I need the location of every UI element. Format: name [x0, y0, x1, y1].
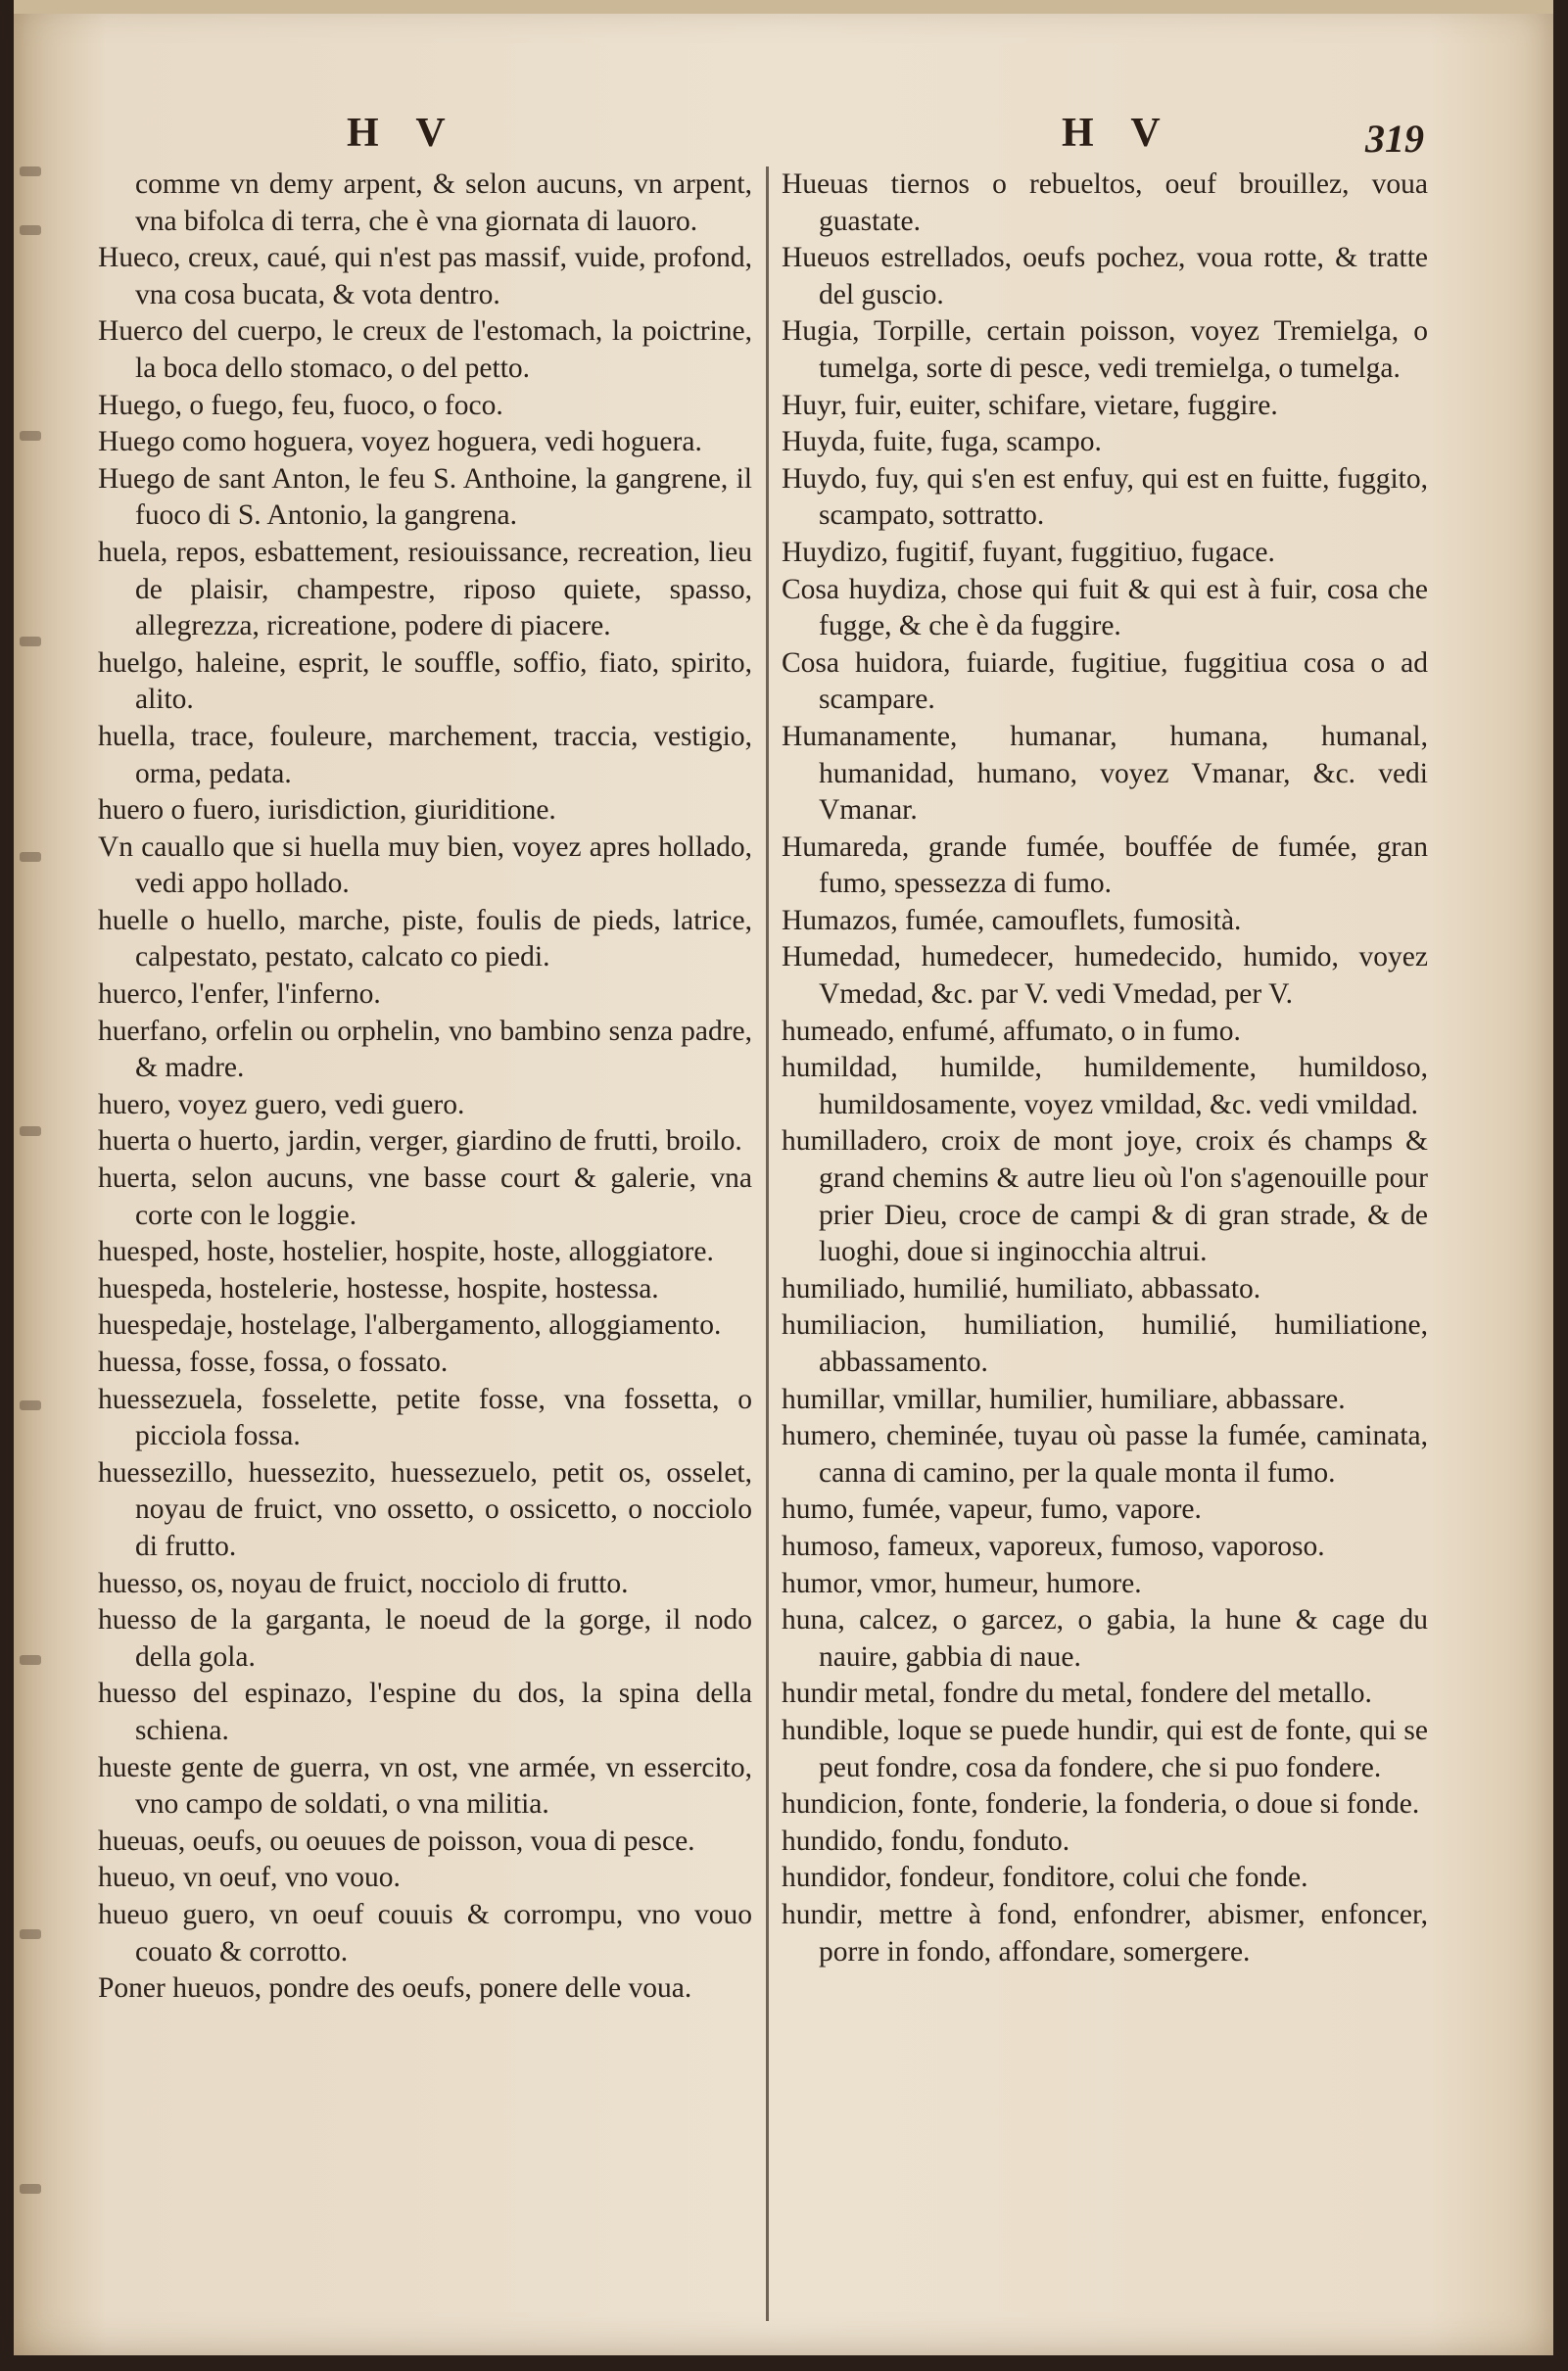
dictionary-entry: Cosa huidora, fuiarde, fugitiue, fuggitiua cosa o ad scampare. — [782, 646, 1428, 716]
dictionary-entry: humiliado, humilié, humiliato, abbassato. — [782, 1272, 1261, 1304]
dictionary-entry: huela, repos, esbattement, resiouissance, recreation, lieu de plaisir, champestre, riposo quiete, spasso, allegrezza, ricreatione, podere di piacere. — [98, 536, 752, 642]
dictionary-entry: Huerco del cuerpo, le creux de l'estomach, la poictrine, la boca dello stomaco, o del petto. — [98, 315, 752, 384]
left-column — [98, 166, 752, 2008]
page-top-edge — [14, 0, 1553, 14]
dictionary-entry: Vn cauallo que si huella muy bien, voyez apres hollado, vedi appo hollado. — [98, 830, 752, 900]
dictionary-entry: Humazos, fumée, camouflets, fumosità. — [782, 904, 1242, 936]
dictionary-entry: hundido, fondu, fonduto. — [782, 1825, 1070, 1857]
dictionary-entry: Hueuas tiernos o rebueltos, oeuf brouillez, voua guastate. — [782, 168, 1428, 237]
dictionary-entry: hueste gente de guerra, vn ost, vne armée, vn essercito, vno campo de soldati, o vna militia. — [98, 1751, 752, 1821]
dictionary-entry: huespeda, hostelerie, hostesse, hospite, hostessa. — [98, 1272, 659, 1304]
dictionary-entry: humero, cheminée, tuyau où passe la fumée, caminata, canna di camino, per la quale monta il fumo. — [782, 1420, 1428, 1489]
dictionary-entry: Huyr, fuir, euiter, schifare, vietare, fuggire. — [782, 389, 1278, 421]
dictionary-entry: hundir, mettre à fond, enfondrer, abismer, enfoncer, porre in fondo, affondare, somergere. — [782, 1898, 1428, 1968]
dictionary-entry: humoso, fameux, vaporeux, fumoso, vaporoso. — [782, 1530, 1325, 1562]
dictionary-entry: humillar, vmillar, humilier, humiliare, abbassare. — [782, 1383, 1346, 1415]
dictionary-entry: Humareda, grande fumée, bouffée de fumée, gran fumo, spessezza di fumo. — [782, 830, 1428, 900]
dictionary-entry: humildad, humilde, humildemente, humildoso, humildosamente, voyez vmildad, &c. vedi vmildad. — [782, 1052, 1428, 1120]
dictionary-entry: hundible, loque se puede hundir, qui est de fonte, qui se peut fondre, cosa da fondere, che si puo fondere. — [782, 1714, 1428, 1783]
page-number: 319 — [1365, 117, 1424, 161]
dictionary-entry: huesso, os, noyau de fruict, nocciolo di frutto. — [98, 1567, 629, 1599]
dictionary-entry: hundicion, fonte, fonderie, la fonderia, o doue si fonde. — [782, 1788, 1420, 1821]
dictionary-entry: Hueco, creux, caué, qui n'est pas massif, vuide, profond, vna cosa bucata, & vota dentro. — [98, 242, 752, 310]
right-running-head: H V — [1062, 111, 1174, 156]
dictionary-entry: huerco, l'enfer, l'inferno. — [98, 978, 381, 1011]
dictionary-entry: huero o fuero, iurisdiction, giuriditione. — [98, 794, 556, 827]
dictionary-entry: humor, vmor, humeur, humore. — [782, 1567, 1142, 1599]
dictionary-entry: hueuo, vn oeuf, vno vouo. — [98, 1862, 401, 1894]
dictionary-entry: Hugia, Torpille, certain poisson, voyez Tremielga, o tumelga, sorte di pesce, vedi tremielga, o tumelga. — [782, 315, 1428, 384]
dictionary-entry: huespedaje, hostelage, l'albergamento, alloggiamento. — [98, 1309, 722, 1342]
dictionary-entry: hundidor, fondeur, fonditore, colui che fonde. — [782, 1862, 1308, 1894]
dictionary-entry: huessezillo, huessezito, huessezuelo, petit os, osselet, noyau de fruict, vno ossetto, o ossicetto, o nocciolo di frutto. — [98, 1456, 752, 1562]
dictionary-entry: huesped, hoste, hostelier, hospite, hoste, alloggiatore. — [98, 1236, 714, 1268]
dictionary-page — [14, 0, 1553, 2355]
dictionary-entry: Huydo, fuy, qui s'en est enfuy, qui est en fuitte, fuggito, scampato, sottratto. — [782, 462, 1428, 532]
left-running-head: H V — [347, 111, 459, 156]
dictionary-entry: huessa, fosse, fossa, o fossato. — [98, 1347, 449, 1378]
dictionary-entry: Cosa huydiza, chose qui fuit & qui est à fuir, cosa che fugge, & che è da fuggire. — [782, 573, 1428, 642]
dictionary-entry: Poner hueuos, pondre des oeufs, ponere delle voua. — [98, 1972, 692, 2005]
dictionary-entry: Huyda, fuite, fuga, scampo. — [782, 426, 1102, 458]
dictionary-entry: hueuo guero, vn oeuf couuis & corrompu, vno vouo couato & corrotto. — [98, 1898, 752, 1968]
dictionary-entry: Humedad, humedecer, humedecido, humido, voyez Vmedad, &c. par V. vedi Vmedad, per V. — [782, 941, 1428, 1011]
dictionary-entry: Huego como hoguera, voyez hoguera, vedi hoguera. — [98, 426, 702, 458]
dictionary-entry: humilladero, croix de mont joye, croix és champs & grand chemins & autre lieu où l'on s'agenouille pour prier Dieu, croce de campi & di gran strade, & de luoghi, doue si inginocchia altrui. — [782, 1125, 1428, 1268]
right-column — [782, 166, 1428, 1970]
dictionary-entry: huerta, selon aucuns, vne basse court & galerie, vna corte con le loggie. — [98, 1162, 752, 1231]
dictionary-entry: Huydizo, fugitif, fuyant, fuggitiuo, fugace. — [782, 536, 1275, 568]
dictionary-entry: huerta o huerto, jardin, verger, giardino de frutti, broilo. — [98, 1125, 742, 1158]
dictionary-entry: hueuas, oeufs, ou oeuues de poisson, voua di pesce. — [98, 1825, 695, 1857]
dictionary-entry: comme vn demy arpent, & selon aucuns, vn arpent, vna bifolca di terra, che è vna giornata di lauoro. — [135, 168, 752, 237]
column-divider — [766, 166, 769, 2321]
dictionary-entry: Humanamente, humanar, humana, humanal, humanidad, humano, voyez Vmanar, &c. vedi Vmanar. — [782, 720, 1428, 827]
gutter-ink-marks — [20, 166, 49, 2321]
dictionary-entry: humiliacion, humiliation, humilié, humiliatione, abbassamento. — [782, 1309, 1428, 1378]
dictionary-entry: huerfano, orfelin ou orphelin, vno bambino senza padre, & madre. — [98, 1015, 752, 1084]
dictionary-entry: huna, calcez, o garcez, o gabia, la hune & cage du nauire, gabbia di naue. — [782, 1604, 1428, 1673]
dictionary-entry: humo, fumée, vapeur, fumo, vapore. — [782, 1494, 1202, 1526]
dictionary-entry: huelle o huello, marche, piste, foulis de pieds, latrice, calpestato, pestato, calcato co piedi. — [98, 904, 752, 973]
dictionary-entry: huesso del espinazo, l'espine du dos, la spina della schiena. — [98, 1678, 752, 1746]
dictionary-entry: huella, trace, fouleure, marchement, traccia, vestigio, orma, pedata. — [98, 720, 752, 789]
dictionary-entry: huesso de la garganta, le noeud de la gorge, il nodo della gola. — [98, 1604, 752, 1673]
dictionary-entry: huero, voyez guero, vedi guero. — [98, 1088, 465, 1120]
dictionary-entry: humeado, enfumé, affumato, o in fumo. — [782, 1015, 1241, 1047]
dictionary-entry: Huego de sant Anton, le feu S. Anthoine, la gangrene, il fuoco di S. Antonio, la gangrena. — [98, 462, 752, 532]
dictionary-entry: Huego, o fuego, feu, fuoco, o foco. — [98, 389, 503, 421]
dictionary-entry: huessezuela, fosselette, petite fosse, vna fossetta, o picciola fossa. — [98, 1383, 752, 1452]
dictionary-entry: Hueuos estrellados, oeufs pochez, voua rotte, & tratte del guscio. — [782, 242, 1428, 310]
dictionary-entry: hundir metal, fondre du metal, fondere del metallo. — [782, 1678, 1372, 1710]
dictionary-entry: huelgo, haleine, esprit, le souffle, soffio, fiato, spirito, alito. — [98, 646, 752, 716]
